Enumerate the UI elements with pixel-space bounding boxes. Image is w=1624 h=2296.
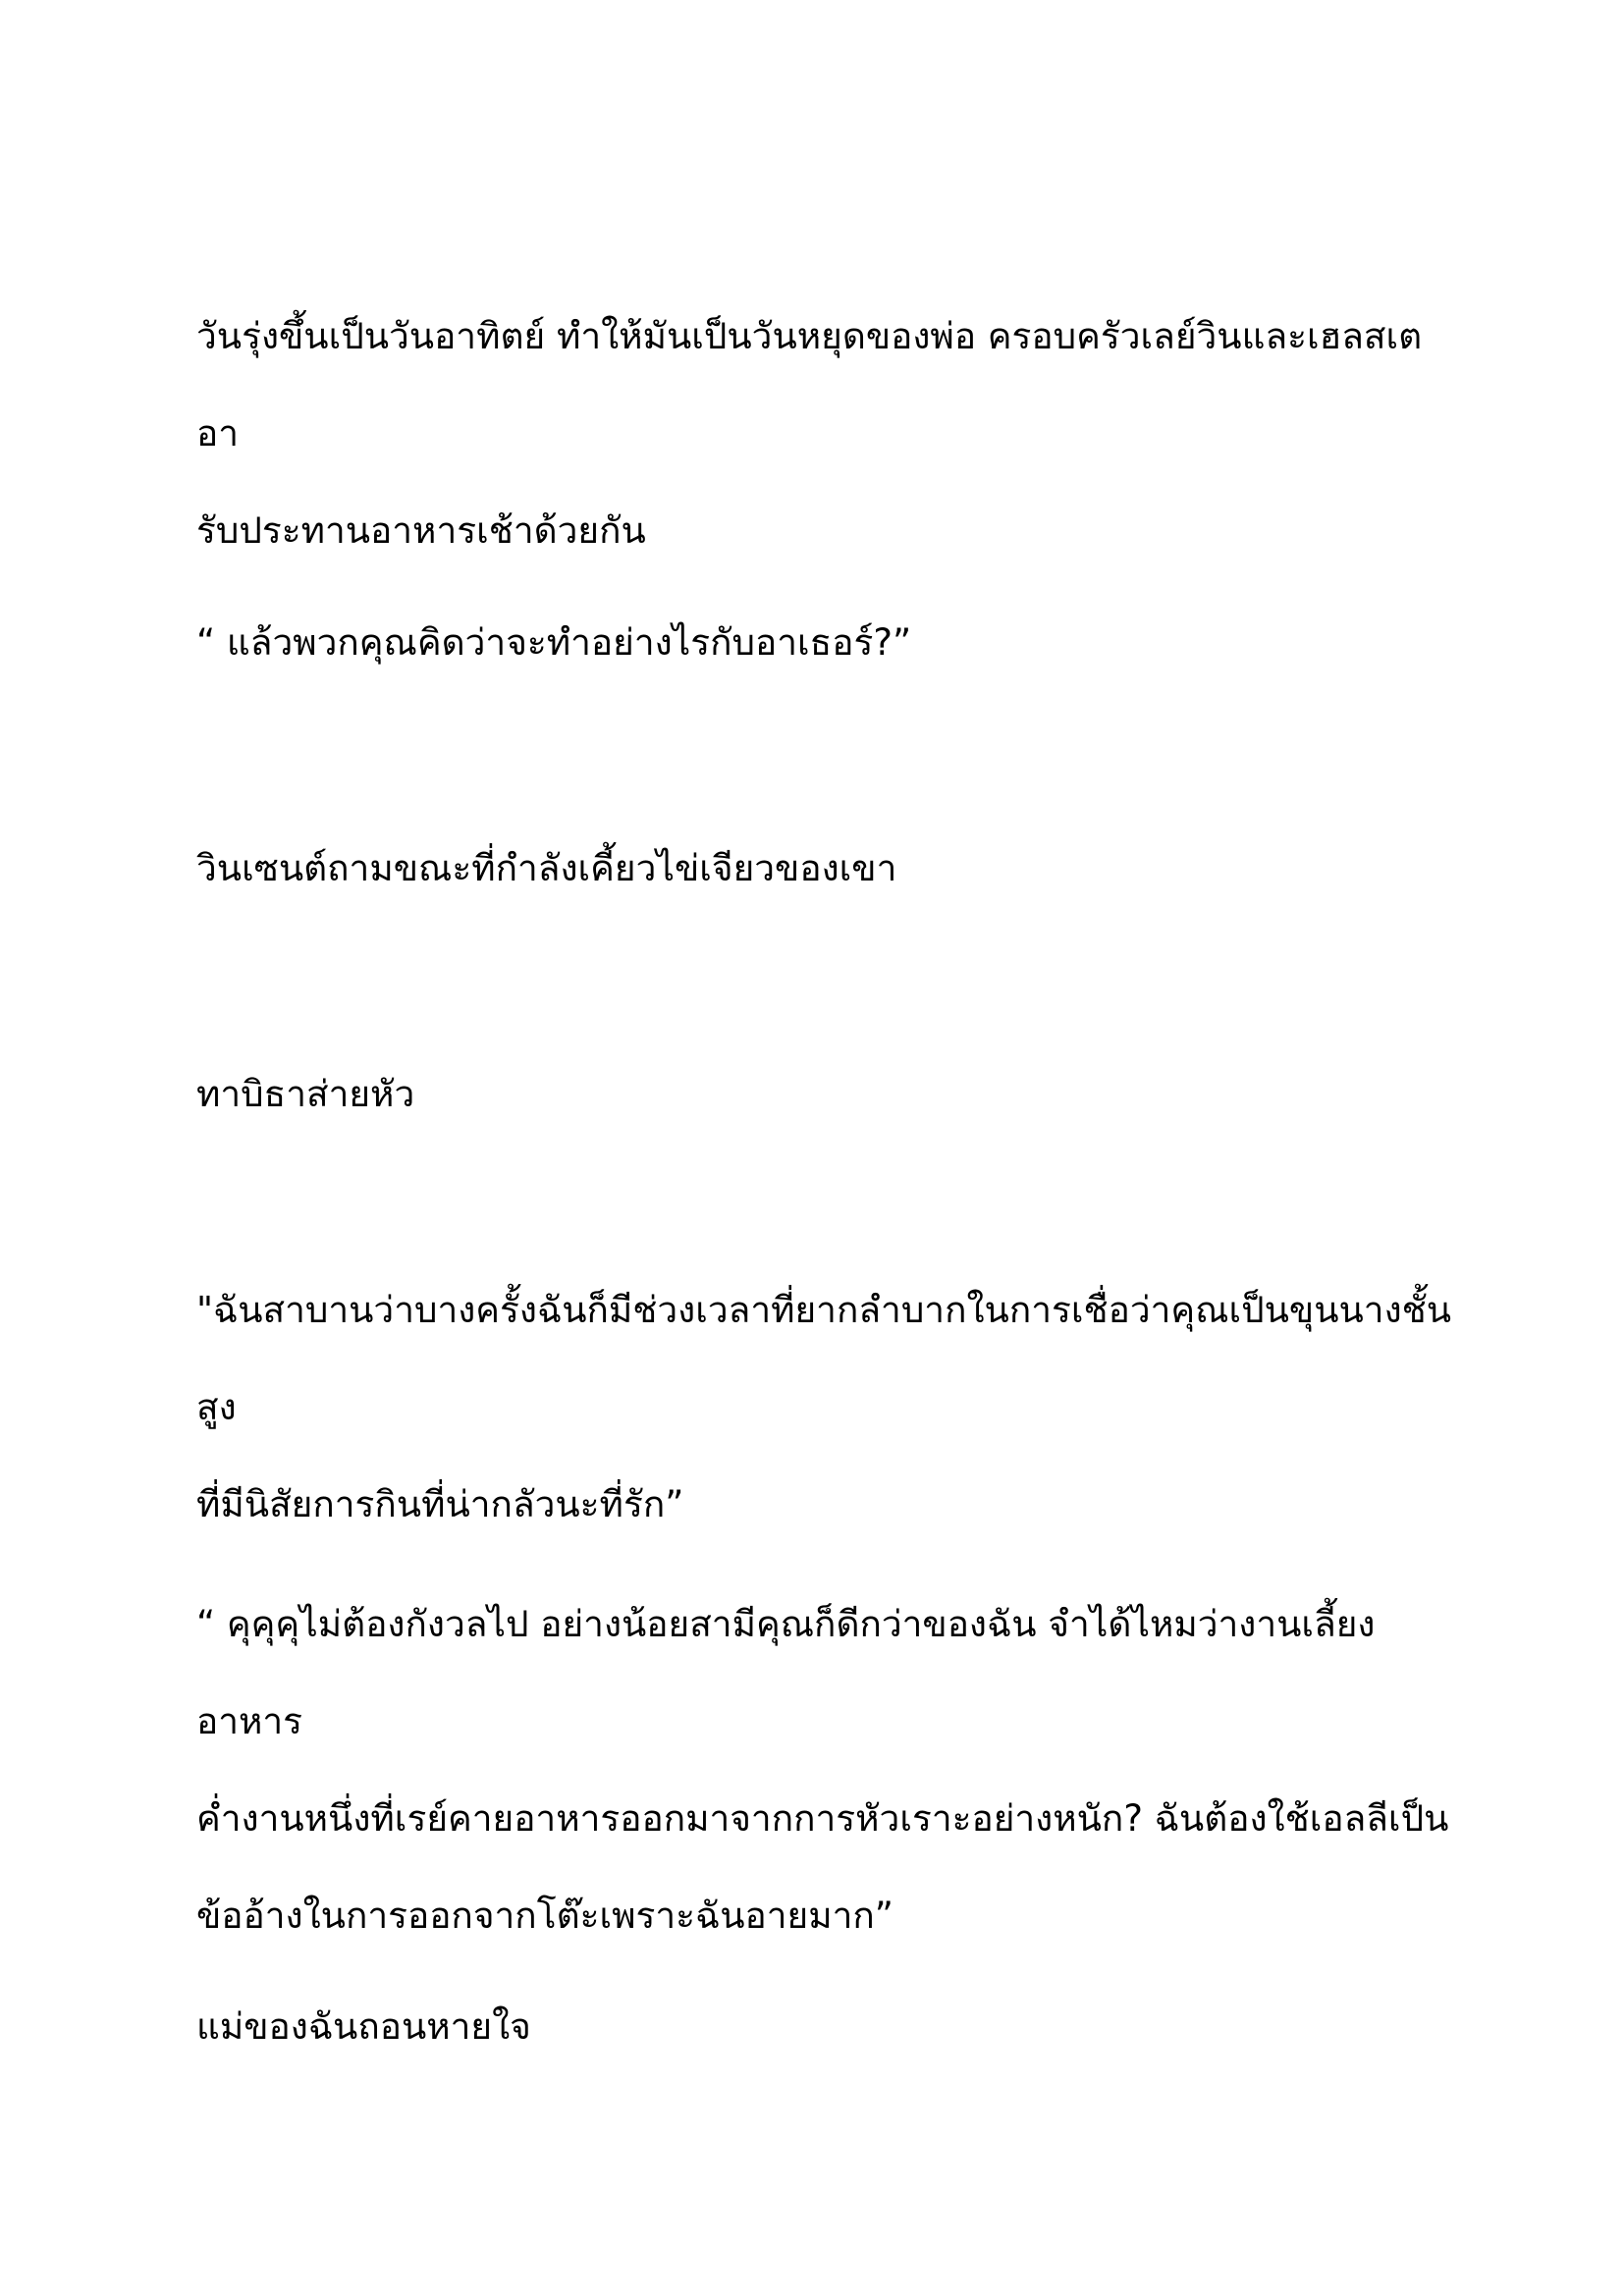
text-line: วันรุ่งขึ้นเป็นวันอาทิตย์ ทำให้มันเป็นวันหยุดของพ่อ ครอบครัวเลย์วินและเฮลสเตอา xyxy=(196,315,1423,454)
text-line: “ แล้วพวกคุณคิดว่าจะทำอย่างไรกับอาเธอร์?” xyxy=(196,621,912,664)
paragraph-vincent-asks xyxy=(196,820,1463,917)
paragraph-question-arthur xyxy=(196,594,1463,691)
paragraph-mother-laughs xyxy=(196,1575,1463,1964)
paragraph-tabitha-shakes-head xyxy=(196,1045,1463,1143)
text-line: ค่ำงานหนึ่งที่เรย์คายอาหารออกมาจากการหัวเราะอย่างหนัก? ฉันต้องใช้เอลลีเป็น xyxy=(196,1797,1449,1840)
paragraph-sunday-breakfast xyxy=(196,288,1463,579)
text-line: ทาบิธาส่ายหัว xyxy=(196,1073,415,1115)
text-line: ที่มีนิสัยการกินที่น่ากลัวนะที่รัก” xyxy=(196,1483,684,1525)
text-line: “ คุคุคุไม่ต้องกังวลไป อย่างน้อยสามีคุณก็ดีกว่าของฉัน จำได้ไหมว่างานเลี้ยงอาหาร xyxy=(196,1603,1376,1742)
paragraph-tabitha-speaks xyxy=(196,1261,1463,1553)
text-line: รับประทานอาหารเช้าด้วยกัน xyxy=(196,509,646,552)
paragraph-mother-sighs xyxy=(196,1978,1463,2075)
text-line: "ฉันสาบานว่าบางครั้งฉันก็มีช่วงเวลาที่ยากลำบากในการเชื่อว่าคุณเป็นขุนนางชั้นสูง xyxy=(196,1289,1452,1428)
text-line: วินเซนต์ถามขณะที่กำลังเคี้ยวไข่เจียวของเขา xyxy=(196,847,897,889)
text-line: แม่ของฉันถอนหายใจ xyxy=(196,2005,531,2048)
text-line: ข้ออ้างในการออกจากโต๊ะเพราะฉันอายมาก” xyxy=(196,1895,893,1937)
